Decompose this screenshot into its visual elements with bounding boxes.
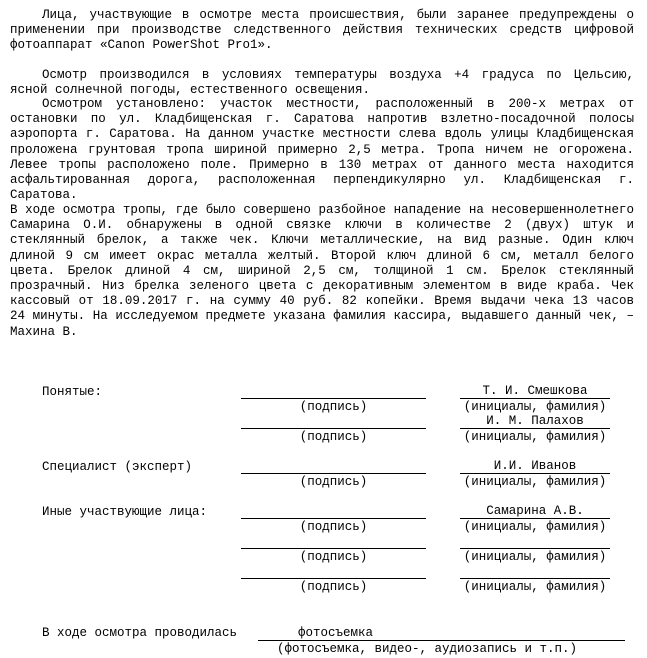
other1-signature-caption: (подпись) (299, 520, 368, 534)
other2-signature-line (241, 548, 426, 549)
witness2-signature-line (241, 428, 426, 429)
recording-line (258, 640, 625, 641)
other3-name-line (460, 578, 610, 579)
other1-initials-caption: (инициалы, фамилия) (463, 520, 607, 534)
specialist-name: И.И. Иванов (493, 459, 577, 473)
witness2-initials-caption: (инициалы, фамилия) (463, 430, 607, 444)
other2-initials-caption: (инициалы, фамилия) (463, 550, 607, 564)
recording-value: фотосъемка (298, 626, 374, 640)
others-label: Иные участвующие лица: (42, 505, 208, 519)
other2-signature-caption: (подпись) (299, 550, 368, 564)
specialist-signature-caption: (подпись) (299, 475, 368, 489)
witness2-name-line (460, 428, 610, 429)
witness2-name: И. М. Палахов (486, 414, 584, 428)
recording-label: В ходе осмотра проводилась (42, 626, 238, 640)
other1-signature-line (241, 518, 426, 519)
paragraph-scene-description: Осмотром установлено: участок местности, расположенный в 200-х метрах от остановки по ул. Кладбищенская г. Саратова напротив взлетно-посадочной полосы аэропорта г. Саратова. На данном участке местности слева вдоль улицы Кладбищенская проложена грунтовая тропа шириной примерно 2,5 метра. Тропа ничем не огорожена. Левее тропы расположено поле. Примерно в 130 метрах от данного места находится асфальтированная дорога, расположенная перпендикулярно ул. Кладбищенская г. Саратова. (10, 97, 634, 203)
paragraph-equipment-notice: Лица, участвующие в осмотре места происшествия, были заранее предупреждены о применении при производстве следственного действия технических средств цифровой фотоаппарат «Canon PowerShot Pro1». (10, 8, 634, 53)
witness1-signature-caption: (подпись) (299, 400, 368, 414)
paragraph-weather-conditions: Осмотр производился в условиях температуры воздуха +4 градуса по Цельсию, ясной солнечной погоды, естественного освещения. (10, 68, 634, 98)
specialist-initials-caption: (инициалы, фамилия) (463, 475, 607, 489)
witness2-signature-caption: (подпись) (299, 430, 368, 444)
other3-signature-caption: (подпись) (299, 580, 368, 594)
specialist-name-line (460, 473, 610, 474)
specialist-signature-line (241, 473, 426, 474)
witness1-name-line (460, 398, 610, 399)
witnesses-label: Понятые: (42, 385, 103, 399)
witness1-signature-line (241, 398, 426, 399)
other2-name-line (460, 548, 610, 549)
recording-caption: (фотосъемка, видео-, аудиозапись и т.п.) (277, 642, 578, 656)
specialist-label: Специалист (эксперт) (42, 460, 193, 474)
other1-name: Самарина А.В. (486, 504, 584, 518)
other3-initials-caption: (инициалы, фамилия) (463, 580, 607, 594)
other3-signature-line (241, 578, 426, 579)
paragraph-findings: В ходе осмотра тропы, где было совершено разбойное нападение на несовершеннолетнего Самарина О.И. обнаружены в одной связке ключи в количестве 2 (двух) штук и стеклянный брелок, а также чек. Ключи металлические, на вид разные. Один ключ длиной 9 см имеет окрас металла желтый. Второй ключ длиной 6 см, металл белого цвета. Брелок длиной 4 см, шириной 2,5 см, толщиной 1 см. Брелок стеклянный прозрачный. Низ брелка зеленого цвета с декоративным элементом в виде краба. Чек кассовый от 18.09.2017 г. на сумму 40 руб. 82 копейки. Время выдачи чека 13 часов 24 минуты. На исследуемом предмете указана фамилия кассира, выдавшего данный чек, – Махина В. (10, 203, 634, 339)
witness1-name: Т. И. Смешкова (482, 384, 588, 398)
witness1-initials-caption: (инициалы, фамилия) (463, 400, 607, 414)
other1-name-line (460, 518, 610, 519)
